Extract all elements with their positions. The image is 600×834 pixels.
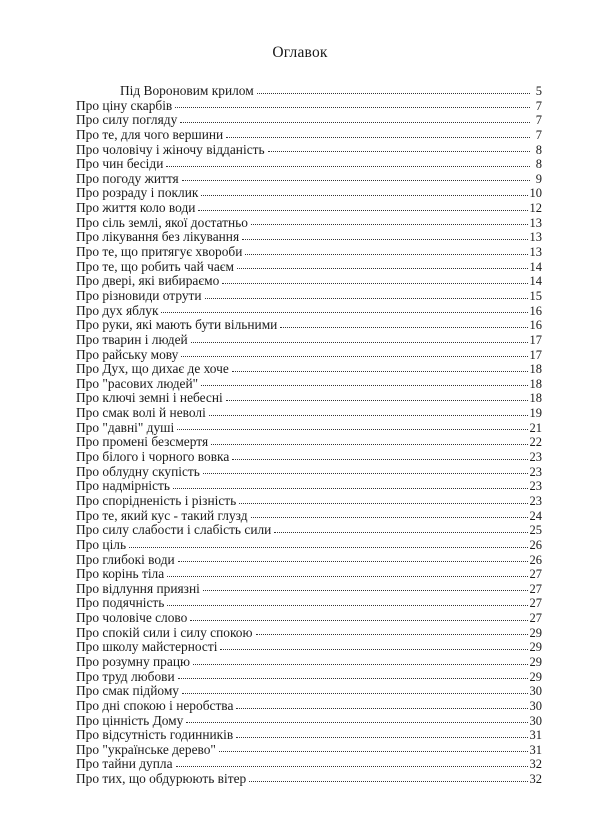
- toc-entry-page-number: 8: [535, 142, 542, 157]
- toc-entry: [76, 186, 542, 201]
- toc-entry-page-number: 18: [529, 362, 542, 377]
- dot-leader: [226, 136, 530, 138]
- toc-entry: [76, 596, 542, 611]
- dot-leader: [177, 428, 527, 430]
- toc-entry-page-number: 9: [535, 171, 542, 186]
- toc-entry-page-number: 16: [529, 318, 542, 333]
- toc-entry-title: Про чин бесіди: [76, 156, 164, 172]
- toc-entry-title: Про лікування без лікування: [76, 229, 240, 245]
- dot-leader: [251, 516, 528, 518]
- toc-entry-title: Про те, для чого вершини: [76, 126, 224, 142]
- toc-entry-page-number: 30: [529, 713, 542, 728]
- toc-entry-title: Про різновиди отрути: [76, 287, 202, 303]
- toc-entry-page-number: 7: [535, 113, 542, 128]
- toc-entry-title: Про те, що робить чай чаєм: [76, 258, 235, 274]
- dot-leader: [176, 765, 528, 767]
- dot-leader: [203, 472, 528, 474]
- toc-entry-page-number: 29: [529, 669, 542, 684]
- dot-leader: [211, 443, 527, 445]
- toc-entry: [76, 113, 542, 128]
- dot-leader: [237, 267, 527, 269]
- toc-entry-title: Про відлуння приязні: [76, 580, 200, 596]
- dot-leader: [175, 106, 530, 108]
- dot-leader: [236, 707, 527, 709]
- toc-entry-title: Про чоловічу і жіночу відданість: [76, 141, 265, 157]
- toc-entry-title: Про смак волі й неволі: [76, 405, 206, 421]
- toc-entry-page-number: 27: [529, 596, 542, 611]
- toc-entry-title: Про тайни дупла: [76, 756, 173, 772]
- dot-leader: [268, 150, 530, 152]
- toc-entry: [76, 333, 542, 348]
- dot-leader: [178, 677, 528, 679]
- toc-entry-page-number: 26: [529, 552, 542, 567]
- toc-entry-title: Про розраду і поклик: [76, 185, 199, 201]
- toc-entry-page-number: 23: [529, 493, 542, 508]
- dot-leader: [191, 341, 528, 343]
- toc-entry-title: Про надмірність: [76, 478, 171, 494]
- toc-entry: [76, 348, 542, 363]
- dot-leader: [178, 560, 528, 562]
- toc-entry-page-number: 22: [529, 435, 542, 450]
- dot-leader: [190, 619, 527, 621]
- toc-entry: [76, 450, 542, 465]
- toc-entry-page-number: 23: [529, 450, 542, 465]
- toc-entry: [76, 523, 542, 538]
- toc-entry: [76, 567, 542, 582]
- dot-leader: [193, 663, 528, 665]
- toc-entry-page-number: 8: [535, 157, 542, 172]
- toc-entry: [76, 245, 542, 260]
- toc-entry-page-number: 27: [529, 567, 542, 582]
- dot-leader: [242, 238, 527, 240]
- toc-entry: [76, 626, 542, 641]
- toc-entry: [76, 274, 542, 289]
- toc-entry-page-number: 7: [535, 127, 542, 142]
- toc-entry-page-number: 29: [529, 640, 542, 655]
- toc-entry: [76, 421, 542, 436]
- toc-entry-page-number: 12: [529, 201, 542, 216]
- dot-leader: [186, 721, 527, 723]
- toc-entry-title: Про погоду життя: [76, 170, 179, 186]
- dot-leader: [203, 589, 528, 591]
- dot-leader: [219, 750, 528, 752]
- dot-leader: [161, 311, 527, 313]
- toc-entry: [76, 553, 542, 568]
- toc-entry-title: Про розумну працю: [76, 653, 190, 669]
- toc-entry-page-number: 31: [529, 742, 542, 757]
- toc-entry-page-number: 23: [529, 464, 542, 479]
- toc-entry-page-number: 30: [529, 684, 542, 699]
- dot-leader: [226, 399, 528, 401]
- toc-entry-title: Про глибокі води: [76, 551, 175, 567]
- toc-entry-title: Про руки, які мають бути вільними: [76, 317, 278, 333]
- toc-entry: [76, 289, 542, 304]
- dot-leader: [201, 194, 527, 196]
- toc-entry-title: Про сіль землі, якої достатньо: [76, 214, 248, 230]
- toc-entry-title: Про життя коло води: [76, 200, 196, 216]
- toc-entry-title: Про цінність Дому: [76, 712, 184, 728]
- toc-entry-title: Про "українське дерево": [76, 741, 216, 757]
- toc-entry-title: Про корінь тіла: [76, 566, 165, 582]
- toc-entry-page-number: 31: [529, 728, 542, 743]
- toc-entry-title: Про дух яблук: [76, 302, 159, 318]
- toc-entry: [76, 640, 542, 655]
- dot-leader: [280, 326, 527, 328]
- toc-entry-page-number: 17: [529, 332, 542, 347]
- toc-entry: [76, 684, 542, 699]
- toc-entry: [76, 655, 542, 670]
- toc-entry: [76, 157, 542, 172]
- page-title: Оглавок: [272, 44, 328, 61]
- toc-entry: [76, 128, 542, 143]
- dot-leader: [274, 531, 527, 533]
- toc-entry: [76, 172, 542, 187]
- toc-entry-title: Під Вороновим крилом: [120, 83, 254, 98]
- dot-leader: [256, 633, 528, 635]
- dot-leader: [180, 121, 530, 123]
- toc-entry-page-number: 29: [529, 625, 542, 640]
- toc-entry: [76, 757, 542, 772]
- toc-entry: [76, 743, 542, 758]
- toc-entry: [76, 494, 542, 509]
- toc-entry: [76, 538, 542, 553]
- toc-entry-page-number: 29: [529, 654, 542, 669]
- toc-entry-title: Про спокій сили і силу спокою: [76, 624, 253, 640]
- toc-entry-title: Про двері, які вибираємо: [76, 273, 220, 289]
- dot-leader: [201, 384, 527, 386]
- toc-entry-page-number: 18: [529, 391, 542, 406]
- dot-leader: [257, 92, 530, 94]
- dot-leader: [181, 355, 527, 357]
- toc-entry-page-number: 30: [529, 698, 542, 713]
- toc-entry: [76, 230, 542, 245]
- toc-entry: [76, 362, 542, 377]
- toc-entry-page-number: 32: [529, 772, 542, 787]
- toc-entry: [76, 84, 542, 99]
- dot-leader: [209, 414, 528, 416]
- toc-entry-page-number: 7: [535, 98, 542, 113]
- toc-entry-page-number: 15: [529, 288, 542, 303]
- toc-entry-page-number: 23: [529, 479, 542, 494]
- toc-entry-page-number: 13: [529, 230, 542, 245]
- toc-entry: [76, 479, 542, 494]
- dot-leader: [239, 502, 527, 504]
- toc-entry: [76, 465, 542, 480]
- toc-entry: [76, 509, 542, 524]
- toc-entry: [76, 318, 542, 333]
- dot-leader: [198, 209, 527, 211]
- toc-entry-page-number: 32: [529, 757, 542, 772]
- toc-entry: [76, 611, 542, 626]
- toc-entry-page-number: 19: [529, 406, 542, 421]
- toc-entry-title: Про ціну скарбів: [76, 97, 173, 113]
- toc-entry: [76, 304, 542, 319]
- toc-entry: [76, 201, 542, 216]
- toc-entry: [76, 143, 542, 158]
- toc-entry-title: Про райську мову: [76, 346, 179, 362]
- toc-entry-page-number: 13: [529, 245, 542, 260]
- toc-entry-page-number: 25: [529, 523, 542, 538]
- table-of-contents: [76, 84, 542, 787]
- toc-entry-title: Про спорідненість і різність: [76, 492, 237, 508]
- dot-leader: [232, 458, 527, 460]
- toc-entry: [76, 260, 542, 275]
- toc-entry-page-number: 27: [529, 611, 542, 626]
- toc-entry: [76, 406, 542, 421]
- dot-leader: [182, 179, 530, 181]
- dot-leader: [182, 692, 527, 694]
- dot-leader: [205, 297, 528, 299]
- toc-entry-title: Про школу майстерності: [76, 639, 218, 655]
- toc-entry-title: Про відсутність годинників: [76, 727, 234, 743]
- toc-entry: [76, 99, 542, 114]
- toc-entry: [76, 391, 542, 406]
- toc-entry-title: Про промені безсмертя: [76, 434, 209, 450]
- toc-entry-page-number: 5: [535, 84, 542, 98]
- toc-entry-title: Про "давні" душі: [76, 419, 175, 435]
- toc-entry: [76, 377, 542, 392]
- toc-entry: [76, 772, 542, 787]
- toc-entry-title: Про те, що притягує хвороби: [76, 244, 243, 260]
- dot-leader: [220, 648, 527, 650]
- toc-entry-title: Про білого і чорного вовка: [76, 449, 230, 465]
- toc-entry-title: Про ціль: [76, 536, 127, 552]
- dot-leader: [236, 736, 527, 738]
- toc-entry-title: Про дні спокою і неробства: [76, 697, 234, 713]
- toc-entry-page-number: 14: [529, 274, 542, 289]
- dot-leader: [167, 575, 527, 577]
- toc-entry-title: Про те, який кус - такий глузд: [76, 507, 248, 523]
- toc-entry-title: Про Дух, що дихає де хоче: [76, 361, 229, 377]
- dot-leader: [167, 604, 527, 606]
- toc-entry: [76, 728, 542, 743]
- dot-leader: [222, 282, 527, 284]
- toc-entry-page-number: 14: [529, 259, 542, 274]
- toc-entry-page-number: 27: [529, 581, 542, 596]
- toc-entry-page-number: 16: [529, 303, 542, 318]
- toc-entry-title: Про тварин і людей: [76, 331, 188, 347]
- toc-entry-title: Про смак підйому: [76, 683, 180, 699]
- toc-entry-page-number: 17: [529, 347, 542, 362]
- toc-entry: [76, 216, 542, 231]
- dot-leader: [173, 487, 527, 489]
- dot-leader: [129, 546, 527, 548]
- toc-entry-title: Про "расових людей": [76, 375, 199, 391]
- toc-entry-page-number: 13: [529, 215, 542, 230]
- toc-entry: [76, 582, 542, 597]
- toc-entry-title: Про чоловіче слово: [76, 610, 188, 626]
- toc-entry: [76, 435, 542, 450]
- toc-entry-title: Про облудну скупість: [76, 463, 200, 479]
- dot-leader: [251, 223, 528, 225]
- toc-entry-page-number: 26: [529, 537, 542, 552]
- dot-leader: [166, 165, 530, 167]
- toc-entry-page-number: 24: [529, 508, 542, 523]
- dot-leader: [249, 780, 527, 782]
- toc-entry-title: Про силу погляду: [76, 112, 178, 128]
- toc-entry: [76, 699, 542, 714]
- toc-entry-page-number: 21: [529, 420, 542, 435]
- toc-entry-title: Про ключі земні і небесні: [76, 390, 223, 406]
- toc-entry: [76, 670, 542, 685]
- toc-entry-title: Про подячність: [76, 595, 165, 611]
- toc-entry-title: Про силу слабости і слабість сили: [76, 522, 272, 538]
- dot-leader: [232, 370, 528, 372]
- toc-entry-title: Про труд любови: [76, 668, 175, 684]
- toc-entry-page-number: 10: [529, 186, 542, 201]
- toc-entry-title: Про тих, що обдурюють вітер: [76, 771, 247, 787]
- toc-entry: [76, 714, 542, 729]
- toc-entry-page-number: 18: [529, 376, 542, 391]
- dot-leader: [245, 253, 527, 255]
